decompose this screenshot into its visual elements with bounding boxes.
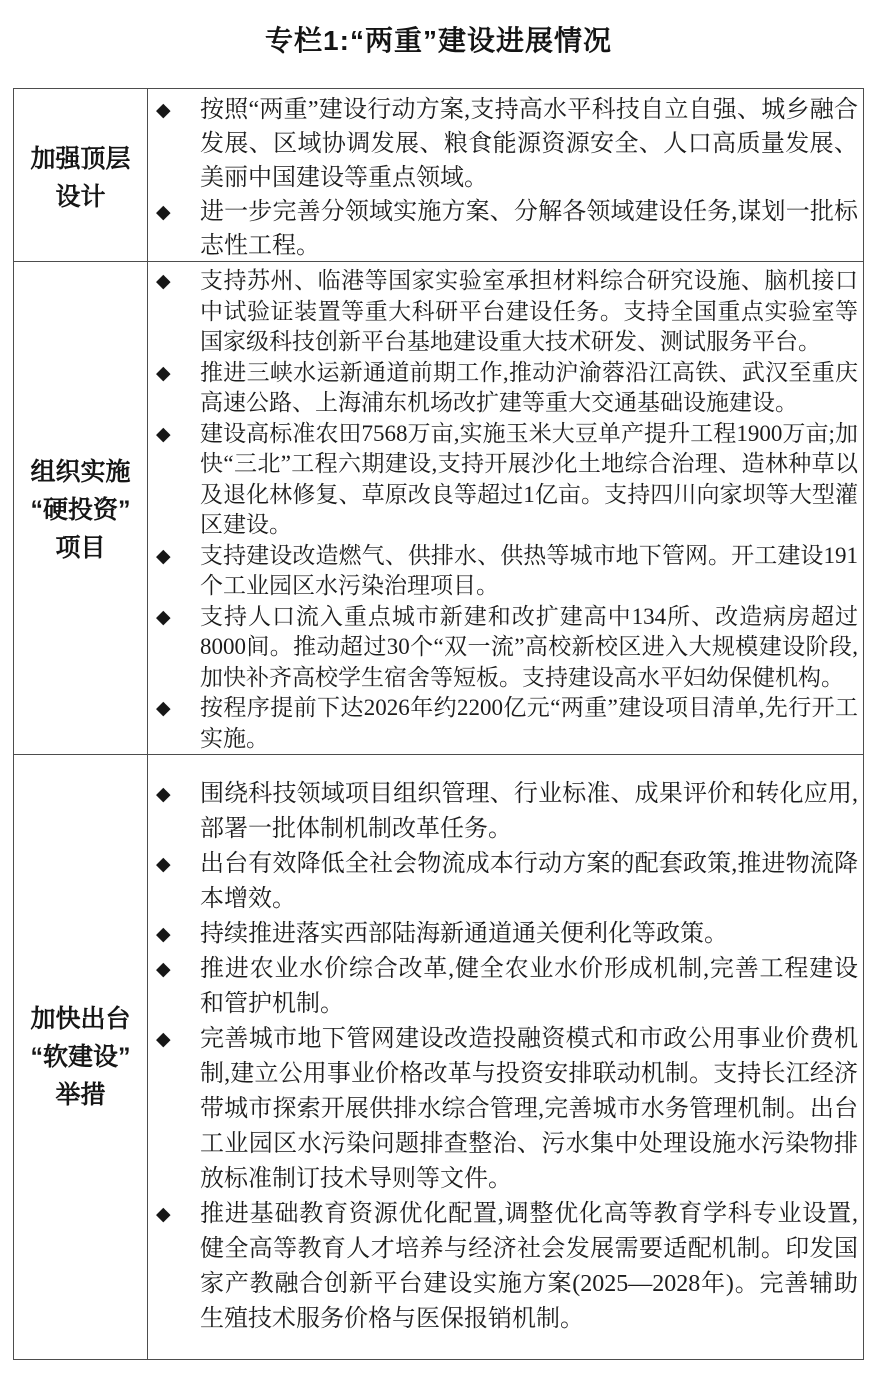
table-row-hard-investment	[14, 261, 863, 754]
row-label-line: “硬投资”	[30, 496, 131, 524]
row-items	[148, 755, 863, 1359]
list-item	[154, 1022, 858, 1197]
item-text: 支持建设改造燃气、供排水、供热等城市地下管网。开工建设191个工业园区水污染治理项目。	[200, 542, 858, 598]
item-text: 推进基础教育资源优化配置,调整优化高等教育学科专业设置,健全高等教育人才培养与经济社会发展需要适配机制。印发国家产教融合创新平台建设实施方案(2025—2028年)。完善辅助生殖技术服务价格与医保报销机制。	[200, 1201, 858, 1332]
item-text: 建设高标准农田7568万亩,实施玉米大豆单产提升工程1900万亩;加快“三北”工程六期建设,支持开展沙化土地综合治理、造林种草以及退化林修复、草原改良等超过1亿亩。支持四川向家坝等大型灌区建设。	[200, 420, 858, 537]
row-label-line: 组织实施	[30, 458, 131, 486]
item-text: 按照“两重”建设行动方案,支持高水平科技自立自强、城乡融合发展、区域协调发展、粮食能源资源安全、人口高质量发展、美丽中国建设等重点领域。	[200, 97, 858, 191]
diamond-bullet-icon: ◆	[156, 270, 171, 292]
item-text: 出台有效降低全社会物流成本行动方案的配套政策,推进物流降本增效。	[200, 851, 858, 912]
item-text: 围绕科技领域项目组织管理、行业标准、成果评价和转化应用,部署一批体制机制改革任务。	[200, 781, 858, 842]
diamond-bullet-icon: ◆	[156, 605, 171, 628]
list-item	[154, 195, 858, 263]
diamond-bullet-icon: ◆	[156, 783, 171, 805]
row-label-hard-investment	[14, 262, 148, 758]
list-item	[154, 541, 858, 602]
diamond-bullet-icon: ◆	[156, 1028, 171, 1050]
diamond-bullet-icon: ◆	[156, 544, 171, 567]
item-text: 支持人口流入重点城市新建和改扩建高中134所、改造病房超过8000间。推动超过30个“双一流”高校新校区进入大规模建设阶段,加快补齐高校学生宿舍等短板。支持建设高水平妇幼保健机构。	[200, 603, 858, 690]
list-item	[154, 777, 858, 847]
list-item	[154, 847, 858, 917]
row-items	[148, 262, 863, 758]
list-item	[154, 952, 858, 1022]
row-label-line: 举措	[55, 1081, 106, 1109]
diamond-bullet-icon: ◆	[156, 361, 171, 384]
item-text: 按程序提前下达2026年约2200亿元“两重”建设项目清单,先行开工实施。	[200, 695, 858, 751]
list-item	[154, 358, 858, 419]
table-row-soft-construction	[14, 754, 863, 1359]
diamond-bullet-icon: ◆	[156, 958, 171, 980]
list-item	[154, 93, 858, 195]
diamond-bullet-icon: ◆	[156, 99, 171, 121]
row-label-line: 项目	[55, 534, 106, 562]
progress-table	[13, 88, 864, 1360]
list-item	[154, 917, 858, 952]
diamond-bullet-icon: ◆	[156, 201, 171, 223]
list-item	[154, 266, 858, 358]
diamond-bullet-icon: ◆	[156, 697, 171, 719]
diamond-bullet-icon: ◆	[156, 853, 171, 875]
item-text: 持续推进落实西部陆海新通道通关便利化等政策。	[200, 921, 728, 947]
diamond-bullet-icon: ◆	[156, 1203, 171, 1225]
row-label-line: 设计	[55, 183, 106, 211]
list-item	[154, 602, 858, 694]
item-text: 支持苏州、临港等国家实验室承担材料综合研究设施、脑机接口中试验证装置等重大科研平台建设任务。支持全国重点实验室等国家级科技创新平台基地建设重大技术研发、测试服务平台。	[200, 268, 858, 354]
item-text: 推进农业水价综合改革,健全农业水价形成机制,完善工程建设和管护机制。	[200, 956, 858, 1017]
item-text: 完善城市地下管网建设改造投融资模式和市政公用事业价费机制,建立公用事业价格改革与投资安排联动机制。支持长江经济带城市探索开展供排水综合管理,完善城市水务管理机制。出台工业园区水污染问题排查整治、污水集中处理设施水污染物排放标准制订技术导则等文件。	[200, 1026, 858, 1192]
row-items	[148, 89, 863, 267]
diamond-bullet-icon: ◆	[156, 422, 171, 445]
row-label-soft-construction	[14, 755, 148, 1359]
row-label-line: 加快出台	[30, 1005, 131, 1033]
row-label-top-level-design	[14, 89, 148, 267]
item-text: 进一步完善分领域实施方案、分解各领域建设任务,谋划一批标志性工程。	[200, 199, 858, 259]
row-label-line: 加强顶层	[30, 145, 131, 173]
diamond-bullet-icon: ◆	[156, 923, 171, 945]
list-item	[154, 693, 858, 754]
list-item	[154, 1197, 858, 1337]
table-row-top-level-design	[14, 89, 863, 261]
item-text: 推进三峡水运新通道前期工作,推动沪渝蓉沿江高铁、武汉至重庆高速公路、上海浦东机场改扩建等重大交通基础设施建设。	[200, 359, 858, 415]
page-title: 专栏1:“两重”建设进展情况	[265, 25, 612, 56]
row-label-line: “软建设”	[30, 1043, 131, 1071]
list-item	[154, 419, 858, 541]
